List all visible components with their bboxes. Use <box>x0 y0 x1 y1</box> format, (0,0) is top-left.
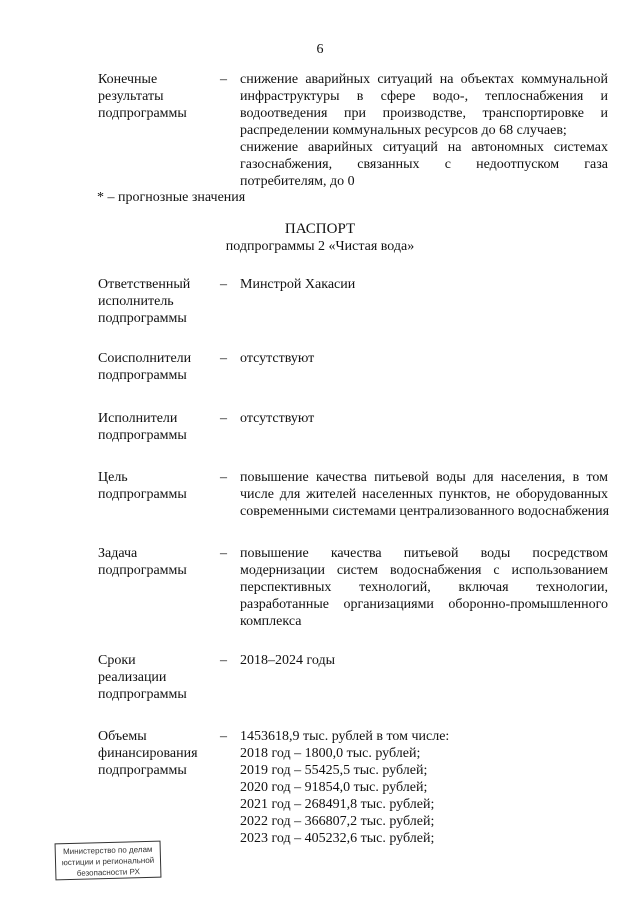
row-label: Цель подпрограммы <box>98 470 187 502</box>
funding-row <box>98 728 608 848</box>
row-label: Задача подпрограммы <box>98 546 187 578</box>
goal-row <box>98 469 608 521</box>
dash: – <box>220 729 227 744</box>
dash: – <box>220 72 227 87</box>
dash: – <box>220 470 227 485</box>
dash: – <box>220 351 227 366</box>
co-executors-row <box>98 350 608 386</box>
timeline-row <box>98 652 608 704</box>
row-value: повышение качества питьевой воды для населения, в том числе для жителей населенных пунктов, не оборудованных современными системами централизованного водоснабжения <box>240 470 610 519</box>
passport-title: ПАСПОРТ <box>284 221 356 237</box>
footnote: * – прогнозные значения <box>97 190 246 205</box>
passport-subtitle: подпрограммы 2 «Чистая вода» <box>225 239 415 254</box>
final-results-label: Конечные результаты подпрограммы <box>98 72 187 121</box>
dash: – <box>220 653 227 668</box>
row-value: отсутствуют <box>240 351 315 366</box>
task-row <box>98 545 608 631</box>
final-results-value: снижение аварийных ситуаций на объектах коммунальной инфраструктуры в сфере водо-, теплоснабжения и водоотведения при производстве, транспортировке и распределении коммунальных ресурсов до 68 случаев; снижение аварийных ситуаций на автономных системах газоснабжения, связанных с недоотпуском газа потребителям, до 0 <box>240 72 608 189</box>
row-label: Объемы финансирования подпрограммы <box>98 729 198 778</box>
row-value: отсутствуют <box>240 411 315 426</box>
row-label: Соисполнители подпрограммы <box>98 351 192 383</box>
executors-row <box>98 410 608 446</box>
page-number: 6 <box>316 42 324 57</box>
row-value: 2018–2024 годы <box>240 653 336 668</box>
row-label: Ответственный исполнитель подпрограммы <box>98 277 191 326</box>
dash: – <box>220 277 227 292</box>
row-label: Сроки реализации подпрограммы <box>98 653 187 702</box>
row-value: повышение качества питьевой воды посредством модернизации систем водоснабжения с использованием перспективных технологий, включая технологии, разработанные организациями оборонно-промышленного комплекса <box>240 546 608 629</box>
dash: – <box>220 411 227 426</box>
row-value: 1453618,9 тыс. рублей в том числе: 2018 год – 1800,0 тыс. рублей; 2019 год – 55425,5 тыс. рублей; 2020 год – 91854,0 тыс. рублей; 2021 год – 268491,8 тыс. рублей; 2022 год – 366807,2 тыс. рублей; 2023 год – 405232,6 тыс. рублей; <box>240 729 450 846</box>
ministry-stamp: Министерство по делам юстиции и региональной безопасности РХ <box>55 841 162 881</box>
row-label: Исполнители подпрограммы <box>98 411 187 443</box>
dash: – <box>220 546 227 561</box>
final-results-row <box>98 71 608 191</box>
row-value: Минстрой Хакасии <box>240 277 356 292</box>
responsible-executor-row <box>98 276 608 328</box>
